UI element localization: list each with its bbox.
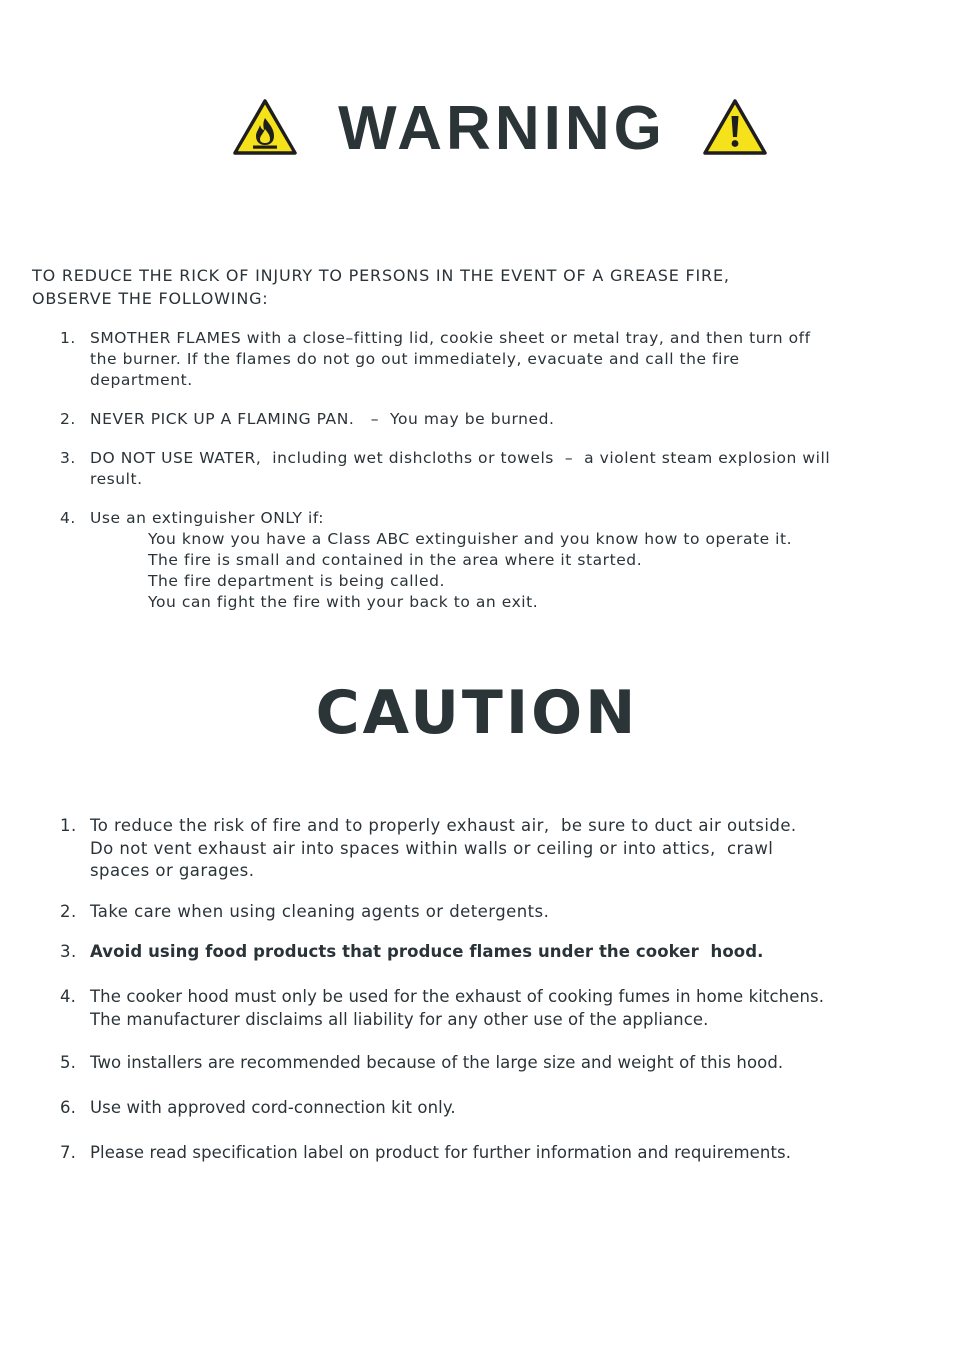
item-line: Take care when using cleaning agents or detergents. bbox=[90, 902, 550, 921]
item-number: 4. bbox=[60, 987, 76, 1006]
sub-line: The fire department is being called. bbox=[148, 572, 445, 590]
warning-header bbox=[230, 92, 770, 166]
item-line: Two installers are recommended because of the large size and weight of this hood. bbox=[90, 1053, 784, 1072]
item-text bbox=[90, 1097, 900, 1120]
item-line: NEVER PICK UP A FLAMING PAN. – You may be burned. bbox=[90, 410, 555, 428]
item-line: department. bbox=[90, 371, 193, 389]
sub-line: The fire is small and contained in the area where it started. bbox=[148, 551, 643, 569]
sub-line: You know you have a Class ABC extinguisher and you know how to operate it. bbox=[148, 530, 793, 548]
item-text bbox=[90, 1142, 900, 1165]
item-text bbox=[90, 815, 900, 883]
item-text bbox=[90, 409, 900, 430]
sub-line: You can fight the fire with your back to an exit. bbox=[148, 593, 539, 611]
caution-title: CAUTION bbox=[315, 678, 639, 748]
item-number: 1. bbox=[60, 816, 77, 835]
item-number: 2. bbox=[60, 410, 76, 428]
item-line: Use an extinguisher ONLY if: bbox=[90, 509, 325, 527]
item-line: SMOTHER FLAMES with a close–fitting lid, cookie sheet or metal tray, and then turn off bbox=[90, 329, 811, 347]
item-line: Avoid using food products that produce flames under the cooker hood. bbox=[90, 942, 764, 961]
item-line: the burner. If the flames do not go out immediately, evacuate and call the fire bbox=[90, 350, 740, 368]
item-line: Do not vent exhaust air into spaces within walls or ceiling or into attics, crawl bbox=[90, 838, 774, 858]
item-line: The manufacturer disclaims all liability for any other use of the appliance. bbox=[90, 1009, 709, 1029]
item-number: 3. bbox=[60, 942, 77, 961]
item-number: 2. bbox=[60, 902, 77, 921]
item-line: To reduce the risk of fire and to properly exhaust air, be sure to duct air outside. bbox=[90, 816, 797, 835]
item-number: 3. bbox=[60, 449, 76, 467]
item-number: 7. bbox=[60, 1143, 76, 1162]
item-text bbox=[90, 508, 900, 613]
warning-title: WARNING bbox=[338, 94, 666, 163]
item-number: 1. bbox=[60, 329, 76, 347]
warning-intro bbox=[32, 264, 912, 310]
exclamation-warning-icon bbox=[702, 98, 768, 156]
item-text bbox=[90, 328, 900, 391]
item-text bbox=[90, 941, 900, 964]
item-text bbox=[90, 901, 900, 924]
item-line: spaces or garages. bbox=[90, 861, 255, 880]
item-line: result. bbox=[90, 470, 143, 488]
item-text bbox=[90, 448, 900, 490]
fire-hazard-icon bbox=[232, 98, 298, 156]
item-line: The cooker hood must only be used for the exhaust of cooking fumes in home kitchens. bbox=[90, 987, 825, 1006]
intro-line: OBSERVE THE FOLLOWING: bbox=[32, 289, 269, 308]
item-line: Please read specification label on product for further information and requirements. bbox=[90, 1143, 792, 1162]
item-text bbox=[90, 986, 900, 1031]
item-line: Use with approved cord-connection kit only. bbox=[90, 1098, 456, 1117]
item-text bbox=[90, 1052, 900, 1075]
item-number: 4. bbox=[60, 509, 76, 527]
intro-line: TO REDUCE THE RICK OF INJURY TO PERSONS IN THE EVENT OF A GREASE FIRE, bbox=[32, 266, 730, 285]
item-number: 5. bbox=[60, 1053, 76, 1072]
item-number: 6. bbox=[60, 1098, 76, 1117]
item-line: DO NOT USE WATER, including wet dishcloths or towels – a violent steam explosion will bbox=[90, 449, 831, 467]
